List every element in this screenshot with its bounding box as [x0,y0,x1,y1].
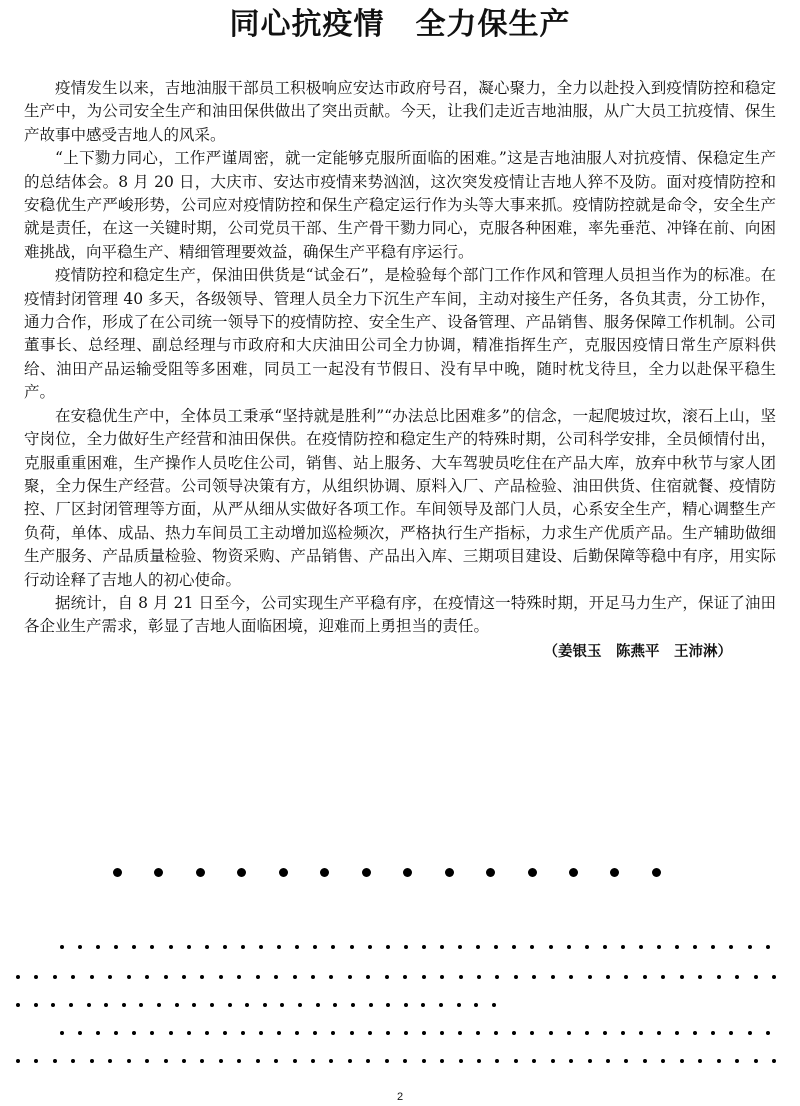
dot [60,1031,64,1035]
dot [277,1031,281,1035]
dot [440,945,444,949]
dot [693,945,697,949]
dot [108,1059,112,1063]
dot [549,945,553,949]
dot [182,975,186,979]
dot [316,1003,320,1007]
dot [274,975,278,979]
dot [748,945,752,949]
dot [711,1031,715,1035]
dot [603,1031,607,1035]
dot [192,1003,196,1007]
dot [150,1031,154,1035]
dot [439,1003,443,1007]
dot [643,975,647,979]
dot [223,945,227,949]
dot [320,868,329,877]
dot [386,1031,390,1035]
dot [169,945,173,949]
paragraph: 疫情防控和稳定生产，保油田供货是“试金石”，是检验每个部门工作作风和管理人员担当作为的标准。在疫情封闭管理 40 多天，各级领导、管理人员全力下沉生产车间，主动对接生产任务，各负其责，分工协作，通力合作，形成了在公司统一领导下的疫情防控、安全生产、设备管理、产品销售、服务保障工作机制。公司董事长、总经理、副总经理与市政府和大庆油田公司全力协调，精准指挥生产，克服因疫情日常生产原料供给、油田产品运输受阻等多困难，同员工一起没有节假日、没有早中晚，随时枕戈待旦，全力以赴保平稳生产。 [24,266,776,402]
dot [474,1003,478,1007]
dot [60,945,64,949]
dot [169,1031,173,1035]
dot [311,1059,315,1063]
dot [514,1059,518,1063]
dot [237,868,246,877]
dot [145,975,149,979]
dot [274,1059,278,1063]
dot [329,1059,333,1063]
dot [403,975,407,979]
dot [71,975,75,979]
dot [729,1031,733,1035]
dot [422,975,426,979]
dot [385,1059,389,1063]
dot [514,975,518,979]
dot [422,1059,426,1063]
dot [132,1031,136,1035]
dot [404,945,408,949]
dot [661,975,665,979]
dot [661,1059,665,1063]
dot [366,1059,370,1063]
dot [766,945,770,949]
dot [223,1031,227,1035]
dot [331,1031,335,1035]
dot [164,1059,168,1063]
dot [368,945,372,949]
dot [652,868,661,877]
dot [127,1059,131,1063]
dot [210,1003,214,1007]
dot [624,1059,628,1063]
dot [422,945,426,949]
dot [200,1059,204,1063]
dot [51,1003,55,1007]
dot [298,1003,302,1007]
dot [445,868,454,877]
dot [606,975,610,979]
dot [175,1003,179,1007]
dot [182,1059,186,1063]
dot [311,975,315,979]
dot [440,1059,444,1063]
dot [754,975,758,979]
dot [585,945,589,949]
dot [329,975,333,979]
dot [350,1031,354,1035]
dot [477,975,481,979]
dot [16,1003,20,1007]
dot [293,1059,297,1063]
dot [241,945,245,949]
dot [551,1059,555,1063]
dot [717,975,721,979]
paragraph: “上下勠力同心，工作严谨周密，就一定能够克服所面临的困难。”这是吉地油服人对抗疫情、保稳定生产的总结体会。8 月 20 日，大庆市、安达市疫情来势汹汹，这次突发疫情让吉地人猝不及防。面对疫情防控和安稳优生产严峻形势，公司应对疫情防控和保生产稳定运行作为头等大事来抓。疫情防控就是命令，安全生产就是责任，在这一关键时期，公司党员干部、生产骨干勠力同心，克服各种困难，率先垂范、冲锋在前、向困难挑战，向平稳生产、精细管理要效益，确保生产平稳有序运行。 [24,149,776,261]
dot [404,1003,408,1007]
dot [698,1059,702,1063]
dot [157,1003,161,1007]
dot [421,1003,425,1007]
dot [494,945,498,949]
dot [34,1059,38,1063]
dot [164,975,168,979]
dot [333,1003,337,1007]
dot-row [60,945,770,949]
dot [237,1059,241,1063]
dot-row [113,868,661,877]
dot [606,1059,610,1063]
dot [772,975,776,979]
dot [90,1059,94,1063]
dot [241,1031,245,1035]
dot [754,1059,758,1063]
dot [458,1031,462,1035]
dot [680,1059,684,1063]
dot [729,945,733,949]
dot [403,868,412,877]
dot [766,1031,770,1035]
dot [717,1059,721,1063]
paragraph: 在安稳优生产中，全体员工秉承“坚持就是胜利”“办法总比困难多”的信念，一起爬坡过坎，滚石上山，坚守岗位，全力做好生产经营和油田保供。在疫情防控和稳定生产的特殊时期，公司科学安排，全员倾情付出，克服重重困难，生产操作人员吃住公司，销售、站上服务、大车驾驶员吃住在产品大库，放弃中秋节与家人团聚，全力保生产经营。公司领导决策有方，从组织协调、原料入厂、产品检验、油田供货、住宿就餐、疫情防控、厂区封闭管理等方面，从严从细从实做好各项工作。车间领导及部门人员，心系安全生产，精心调整生产负荷，单体、成品、热力车间员工主动增加巡检频次，严格执行生产指标，力求生产优质产品。生产辅助做细生产服务、产品质量检验、物资采购、产品销售、产品出入库、三期项目建设、后勤保障等稳中有序，用实际行动诠释了吉地人的初心使命。 [24,406,776,589]
dot [256,975,260,979]
dot [78,1031,82,1035]
dot [114,945,118,949]
article-title: 同心抗疫情 全力保生产 [229,7,571,42]
dot [772,1059,776,1063]
dot [528,868,537,877]
dot [219,975,223,979]
dot [530,945,534,949]
dot [259,1031,263,1035]
dot [34,1003,38,1007]
dot [53,975,57,979]
dot [476,1031,480,1035]
dot [108,975,112,979]
dot [16,975,20,979]
dot [588,1059,592,1063]
dot [313,945,317,949]
paragraph: 据统计，自 8 月 21 日至今，公司实现生产平稳有序，在疫情这一特殊时期，开足马力生产，保证了油田各企业生产需求，彰显了吉地人面临困境，迎难而上勇担当的责任。 [24,593,776,636]
dot [295,945,299,949]
dot [114,1031,118,1035]
dot [351,1003,355,1007]
dot [280,1003,284,1007]
dot [494,1031,498,1035]
dot [675,945,679,949]
dot [256,1059,260,1063]
dot [368,1031,372,1035]
dot [366,975,370,979]
dot-row [16,1003,496,1007]
dot [567,1031,571,1035]
dot [219,1059,223,1063]
dot [698,975,702,979]
dot-row [16,975,776,979]
dot [386,945,390,949]
dot [362,868,371,877]
dot [693,1031,697,1035]
dot [205,945,209,949]
dot [569,1059,573,1063]
dot [348,1059,352,1063]
dot [369,1003,373,1007]
dot [53,1059,57,1063]
dot [78,945,82,949]
dot [331,945,335,949]
dot [150,945,154,949]
dot-row [60,1031,770,1035]
dot [145,1059,149,1063]
dot [122,1003,126,1007]
dot [69,1003,73,1007]
dot [569,868,578,877]
dot [350,945,354,949]
dot [104,1003,108,1007]
dot [603,945,607,949]
dot [495,975,499,979]
dot [735,1059,739,1063]
dot [621,945,625,949]
dot [16,1059,20,1063]
dot [610,868,619,877]
dot [477,1059,481,1063]
dot-row [16,1059,776,1063]
dot [459,1059,463,1063]
dot [228,1003,232,1007]
dot [113,868,122,877]
dot [205,1031,209,1035]
dot [313,1031,317,1035]
dot [657,945,661,949]
dot [196,868,205,877]
paragraph: 疫情发生以来，吉地油服干部员工积极响应安达市政府号召，凝心聚力，全力以赴投入到疫情防控和稳定生产中，为公司安全生产和油田保供做出了突出贡献。今天，让我们走近吉地油服，从广大员工抗疫情、保生产故事中感受吉地人的风采。 [24,79,776,144]
dot [549,1031,553,1035]
dot [567,945,571,949]
dot [639,945,643,949]
dot [530,1031,534,1035]
dot [245,1003,249,1007]
dot [675,1031,679,1035]
dot [569,975,573,979]
dot [200,975,204,979]
dot [139,1003,143,1007]
dot [492,1003,496,1007]
dot [512,945,516,949]
dot [385,975,389,979]
dot [459,975,463,979]
dot [486,868,495,877]
dot [621,1031,625,1035]
author-byline: （姜银玉 陈燕平 王沛淋） [543,643,732,660]
dot [458,945,462,949]
dot [279,868,288,877]
dot [495,1059,499,1063]
dot [588,975,592,979]
dot [551,975,555,979]
dot [404,1031,408,1035]
dot [476,945,480,949]
dot [96,945,100,949]
dot [34,975,38,979]
dot [422,1031,426,1035]
dot [132,945,136,949]
dot [639,1031,643,1035]
dot [71,1059,75,1063]
dot [711,945,715,949]
dot [643,1059,647,1063]
dot [457,1003,461,1007]
dot [293,975,297,979]
dot [348,975,352,979]
dot [657,1031,661,1035]
dot [127,975,131,979]
dot [386,1003,390,1007]
dot [403,1059,407,1063]
dot [585,1031,589,1035]
article-body [24,77,776,663]
dot [532,1059,536,1063]
dot [680,975,684,979]
dot [87,1003,91,1007]
dot [512,1031,516,1035]
dot [187,1031,191,1035]
dot [624,975,628,979]
dot [237,975,241,979]
dot [263,1003,267,1007]
dot [187,945,191,949]
dot [295,1031,299,1035]
dot [532,975,536,979]
dot [748,1031,752,1035]
dot [440,975,444,979]
dot [96,1031,100,1035]
page-number: 2 [396,1091,404,1103]
dot [259,945,263,949]
dot [90,975,94,979]
dot [154,868,163,877]
dot [277,945,281,949]
dot [735,975,739,979]
dot [440,1031,444,1035]
